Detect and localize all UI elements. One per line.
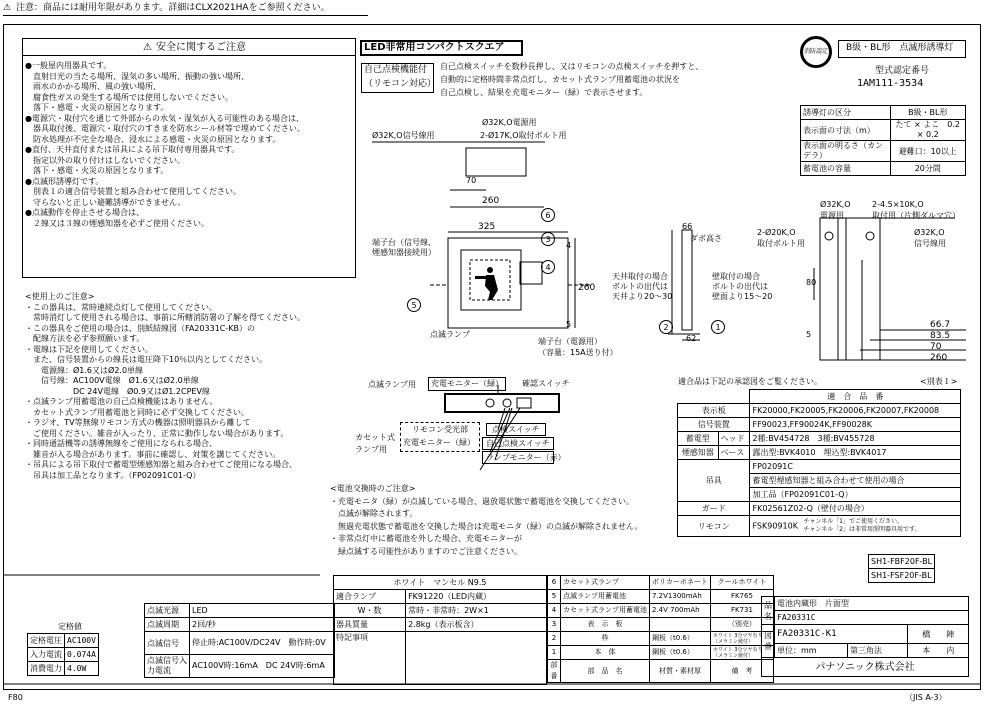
- terminal-sig-note: 端子台（信号線、 煙感知器接続用）: [372, 238, 436, 257]
- right-dim-835: 83.5: [930, 331, 951, 341]
- spec-label: 表示面の明るさ（カンデラ）: [801, 141, 891, 162]
- spec-label: 蓄電池の容量: [801, 162, 891, 176]
- usage-line: ・ラジオ、TV等無線リモコン方式の機器は照明器具から離して: [25, 418, 251, 427]
- safety-line: 指定以外の取り付けはしないでください。: [25, 155, 185, 165]
- blink-lamp-label: 点滅ランプ: [430, 330, 470, 339]
- right-hole-8: 信号線用: [914, 239, 946, 248]
- compat-intro: 適合品は下記の承認図をご覧ください。: [678, 377, 822, 386]
- title-block: 品名 電池内蔵形 片面型 FA20331C 図番 FA20331C-K1 橋 陣 単位：mm 第三角法 本 内 パナソニック株式会社: [761, 596, 969, 677]
- usage-line: カセット式ランプ用蓄電池と同時に必ず交換してください。: [25, 407, 249, 417]
- callout-1: 1: [711, 320, 725, 334]
- usage-line: ・点滅ランプ用蓄電池の自己点検機能はありません。: [25, 397, 218, 406]
- usage-line: 信号線：AC100V電線 Ø1.6又はØ2.0単線: [25, 376, 199, 385]
- right-dim-667: 66.7: [930, 320, 951, 330]
- model-tags: SH1-FBF20F-BL SH1-FSF20F-BL: [868, 554, 935, 583]
- safety-line: 落下・感電・火災の原因となります。: [25, 103, 169, 112]
- spec-value: たて × よこ 0.2 × 0.2: [890, 120, 965, 141]
- bom-left: ホワイト マンセル N9.5 適合ランプ FK91220（LED内蔵） W・数 常時・非常時：2W×1 器具質量 2.8kg（表示板含） 特記事項: [333, 575, 547, 685]
- lamp-monitor-label: ランプモニター（赤）: [486, 453, 566, 462]
- usage-line: 吊具は加工品となります。（FP02091C01-Q）: [25, 470, 201, 480]
- compat-table: 適 合 品 番 表示板 FK20000,FK20005,FK20006,FK20007,FK20008 信号装置 FF90023,FF90024K,FF90028K 蓄電型 ヘッド 2種:BV454728 3種:BV455728 煙感知器 ベース 露出型:BVK4010 埋込型:BVK4017 吊具 FP02091C 蓄電型煙感知器と組み合わせて使用の場合 加工品（FP02091C01-Q） ガード FK02561Z02-Q（壁付の場合） リモコン FSK90910K チャンネル「1」でご使用ください。 チャンネル「2」は非常用照明器具用です。: [677, 389, 961, 537]
- safety-line: 落下・感電・火災の原因となります。: [25, 166, 169, 175]
- usage-line: ・この器具は、常時連続点灯して使用してください。: [25, 302, 217, 312]
- safety-line: ●一般屋内用器具です。: [25, 61, 112, 70]
- safety-line: 防水処理が不完全な場合、浸水による感電・火災の原因となります。: [25, 134, 281, 144]
- compat-header: 適 合 品 番: [750, 390, 961, 404]
- usage-line: 常時消灯して使用される場合は、事前に所轄消防署の了解を得てください。: [25, 313, 305, 322]
- usage-line: ご使用ください。雑音が入ったり、正常に動作しない場合があります。: [25, 428, 289, 438]
- wall-note: 壁取付の場合 ボルトの出代は 壁面より15～20: [712, 272, 773, 301]
- safety-line: 守らないと正しい避難誘導ができません。: [25, 197, 186, 207]
- right-hole-6: 取付ボルト用: [757, 239, 805, 248]
- right-hole-3: 2-4.5×10K,O: [872, 200, 924, 209]
- usage-line: ・この器具をご使用の場合は、別紙結線図（FA20331C-KB）の: [25, 323, 255, 333]
- dim-dabu: ダボ高さ: [690, 234, 722, 243]
- rating-table: 定格電圧 AC100V 入力電流 0.074A 消費電力 4.0W: [27, 633, 99, 676]
- right-hole-1: Ø32K,O: [820, 200, 851, 209]
- battery-line: ・充電モニタ（緑）が点滅している場合、過放電状態で蓄電池を交換してください。: [330, 496, 634, 506]
- right-hole-2: 電源用: [820, 211, 844, 220]
- callout-4: 4: [541, 260, 555, 274]
- seal-text: 消防認定: [803, 48, 828, 55]
- type-label: B級・BL形 点滅形誘導灯: [846, 43, 954, 53]
- dim-66: 66: [682, 222, 693, 231]
- approval-title: 型式認定番号: [875, 66, 930, 76]
- header-note: 注意：商品には耐用年限があります。詳細はCLX2021HAをご参照ください。: [16, 3, 330, 13]
- charge-monitor2-label: 充電モニター（緑）: [403, 438, 475, 447]
- product-desc-1: 自己点検スイッチを数秒長押し、又はリモコンの点検スイッチを押すと、: [440, 62, 704, 71]
- footer-right: （JIS A-3）: [905, 693, 947, 702]
- callout-5: 5: [407, 298, 421, 312]
- safety-line: 器具取付後、電源穴・取付穴のすきまを防水シール材等で埋めてください。: [25, 124, 305, 133]
- safety-line: ●点滅形誘導灯です。: [25, 176, 104, 186]
- spec-label: 表示面の寸法（m）: [801, 120, 891, 141]
- battery-line: 緑点滅する可能性がありますのでご注意ください。: [330, 546, 522, 556]
- safety-warning-icon: ⚠: [143, 42, 152, 53]
- dim-4: 4: [566, 241, 572, 250]
- remote-receiver-label: リモコン受光部: [412, 425, 468, 434]
- battery-notes: [330, 483, 642, 558]
- usage-line: ・電線は下記を使用してください。: [25, 344, 153, 354]
- dim-62: 62: [686, 334, 697, 343]
- callout-2: 2: [659, 320, 673, 334]
- dim-70: 70: [466, 176, 477, 185]
- right-dim-70: 70: [930, 342, 942, 352]
- header-warning-icon: ⚠: [3, 3, 12, 13]
- product-desc-3: 自己点検し、結果を充電モニター（緑）で表示させます。: [440, 88, 648, 97]
- spec-label: 誘導灯の区分: [801, 106, 891, 120]
- self-switch-label: 自己点検スイッチ: [486, 439, 550, 448]
- dim-260: 260: [482, 196, 500, 206]
- spec-value: 避難口：10以上: [890, 141, 965, 162]
- safety-line: ●電源穴・取付穴を通じて外部からの水気・湿気が入る可能性のある場合は、: [25, 113, 304, 123]
- right-dim-260: 260: [930, 353, 948, 363]
- battery-line: 点滅が解除されます。: [330, 509, 418, 518]
- safety-title: 安全に関するご注意: [156, 42, 246, 53]
- safety-line: 腐食性ガスの発生する場所では使用しないでください。: [25, 92, 233, 102]
- safety-line: 別表１の適合信号装置と組み合わせて使用してください。: [25, 187, 241, 196]
- light-table: 点滅光源 LED 点滅周期 2回/秒 点滅信号 停止時:AC100V/DC24V 動作時:0V 点滅信号入力電流 AC100V時:16mA DC 24V時:6mA: [144, 603, 335, 678]
- spec-value: B級・BL形: [890, 106, 965, 120]
- usage-line: 配線方法を必ず参照願います。: [25, 334, 145, 343]
- usage-line: ・同時通話機等の誘導無線をご使用になられる場合、: [25, 439, 217, 448]
- battery-line: ・非常点灯中に蓄電池を外した場合、充電モニターが: [330, 534, 522, 543]
- safety-line: ●点滅動作を停止させる場合は、: [25, 208, 144, 217]
- right-hole-7: Ø32K,O: [914, 228, 945, 237]
- safety-line: 雨水のかかる場所、風の強い場所、: [25, 82, 161, 91]
- check-switch2-label: 点検スイッチ: [492, 425, 540, 434]
- footer-left: F80: [8, 693, 23, 702]
- product-desc-2: 自動的に定格時間非常点灯し、カセット式ランプ用蓄電池の状況を: [440, 75, 680, 84]
- callout-3: 3: [541, 232, 555, 246]
- parts-table: 6 カセット式ランプ ポリカーボネート クールホワイト 5 点滅ランプ用蓄電池 7.2V1300mAh FK765 4 カセット式ランプ用蓄電池 2.4V 700mAh FK731 3 表 示 板 （別売） 2 枠 鋼板（t0.6） ホワイト 3分ツヤ有り（メラミン焼付） 1 本 体 鋼板（t0.6） ホワイト 3分ツヤ有り（メラミン焼付） 部番 部 品 名 材質・素材厚 備 考: [547, 575, 774, 683]
- battery-line: 無過充電状態で蓄電池を交換した場合は充電モニタ（緑）の点滅が解除されません。: [330, 521, 643, 531]
- dim-top-pwr: Ø32K,O電源用: [482, 118, 537, 127]
- dim-top-bolt: 2-Ø17K,O取付ボルト用: [480, 131, 567, 140]
- right-dim-5: 5: [806, 330, 812, 339]
- spec-value: 20分間: [890, 162, 965, 176]
- compat-tag: <別表１>: [920, 377, 958, 386]
- safety-line: 直射日光の当たる場所、湿気の多い場所、振動の強い場所、: [25, 71, 249, 81]
- selfcheck-tag-2: （リモコン対応）: [364, 79, 437, 89]
- product-name: LED非常用コンパクトスクエア: [364, 42, 505, 53]
- right-dim-80: 80: [806, 278, 817, 287]
- ceiling-note: 天井取付の場合 ボルトの出代は 天井より20～30: [612, 272, 673, 301]
- check-switch-label: 確認スイッチ: [522, 379, 570, 388]
- right-hole-5: 2-Ø20K,O: [757, 228, 796, 237]
- safety-line: ２線又は３線の煙感知器を必ずご使用ください。: [25, 218, 209, 228]
- right-hole-4: 取付用（片側ダルマ穴）: [872, 211, 960, 220]
- battery-line: <電池交換時のご注意>: [330, 484, 416, 493]
- usage-line: また、信号装置からの線長は電圧降下10％以内としてください。: [25, 355, 268, 364]
- usage-line: <使用上のご注意>: [25, 292, 95, 301]
- dim-260v: 260: [578, 283, 596, 293]
- rating-title: 定格値: [58, 622, 82, 631]
- dim-325: 325: [478, 222, 496, 232]
- usage-line: 雑音が入る場合があります。事前に確認し、対策を講じてください。: [25, 449, 281, 459]
- usage-line: DC 24V電線 Ø0.9又はØ1.2CPEV線: [25, 386, 210, 396]
- front-blink-label: 点滅ランプ用: [368, 380, 416, 389]
- callout-6: 6: [541, 208, 555, 222]
- usage-line: 電源線：Ø1.6又はØ2.0単線: [25, 365, 144, 375]
- terminal-pwr-note: 端子台（電源用） （容量：15A送り付）: [538, 337, 618, 357]
- approval-no: 1AM111-3534: [857, 78, 924, 89]
- charge-monitor-label: 充電モニター（緑）: [431, 379, 503, 388]
- usage-line: ・吊具による吊下取付で蓄電型煙感知器と組み合わせてご使用になる場合、: [25, 460, 297, 469]
- safety-line: ●直付、天井直付または吊具による吊下取付専用器具です。: [25, 145, 240, 154]
- cassette-label: カセット式 ランプ用: [355, 433, 395, 454]
- selfcheck-tag-1: 自己点検機能付: [364, 65, 428, 75]
- dim-5: 5: [566, 320, 572, 329]
- dim-top-sig: Ø32K,O信号線用: [372, 131, 435, 140]
